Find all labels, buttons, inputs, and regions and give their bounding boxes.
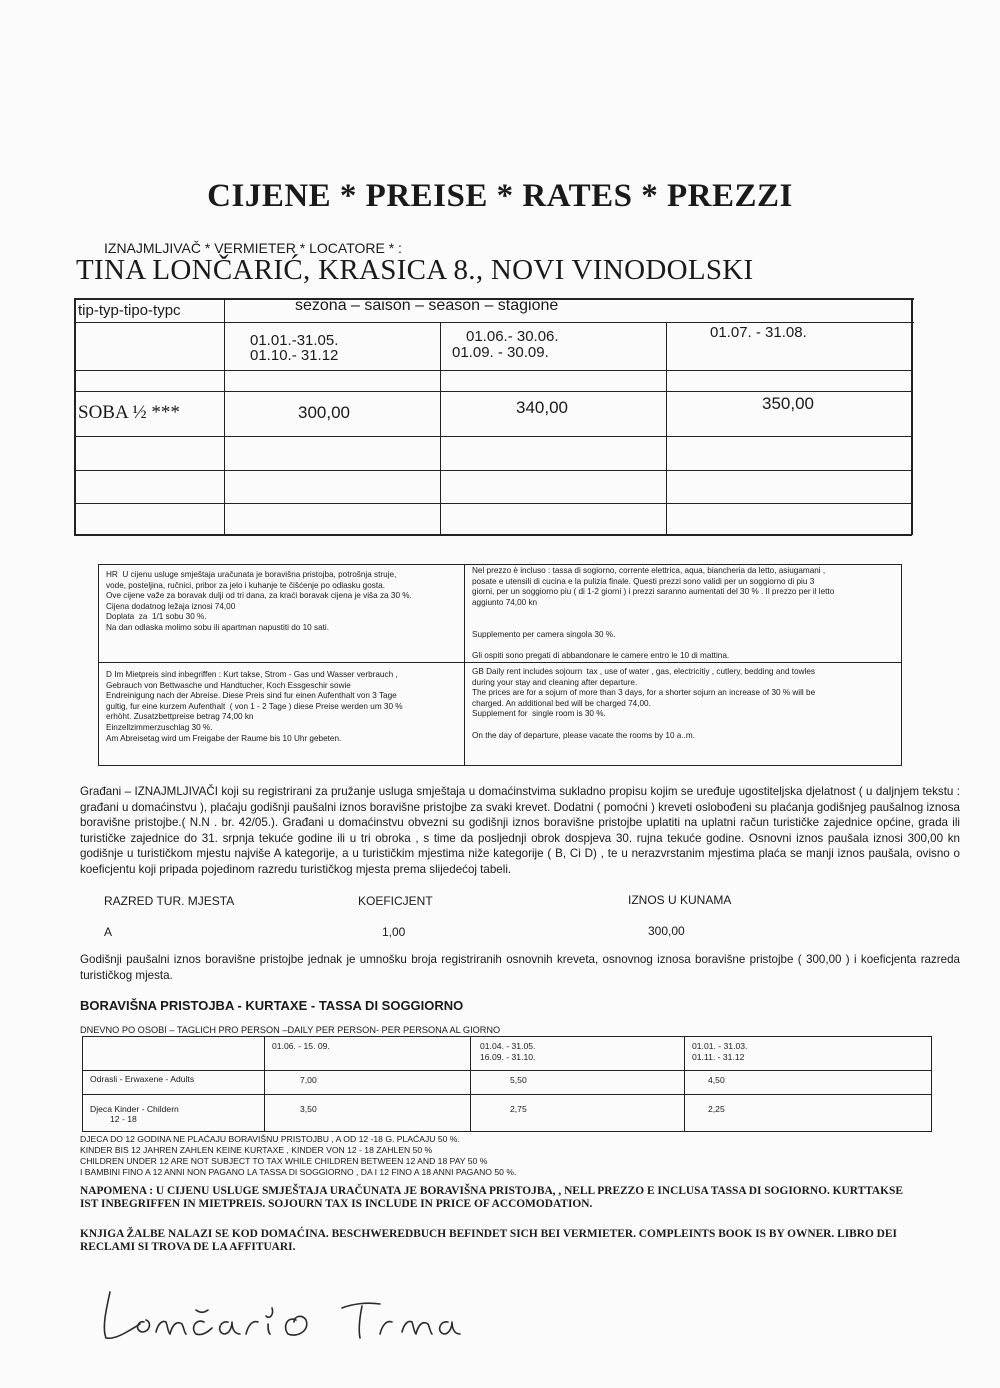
- tax-period-2-line1: 01.04. - 31.05.: [480, 1041, 536, 1051]
- room-type: SOBA ½ ***: [78, 402, 180, 423]
- amount-value: 300,00: [648, 924, 685, 938]
- children-tax-1: 3,50: [300, 1104, 317, 1114]
- children-note-it: I BAMBINI FINO A 12 ANNI NON PAGANO LA TASSA DI SOGGIORNO , DA I 12 FINO A 18 ANNI PAGANO 50 %.: [80, 1167, 517, 1177]
- tax-paragraph-1: Građani – IZNAJMLJIVAČI koji su registrirani za pružanje usluga smještaja u domaćinstvima sukladno propisu kojim se uređuje ugostiteljska djelatnost ( u daljnjem tekstu : građani u domaćinstvu ), plaćaju godišnji paušalni iznos boravišne pristojbe za svaki krevet. Dodatni ( pomoćni ) kreveti oslobođeni su plaćanja godišnjeg paušalnog iznosa boravišne pristojbe.( N.N . br. 42/05.). Građani u domaćinstvu obvezni su godišnji iznos boravišne pristojbe uplatiti na uplatni račun turističke zajednice općine, grada ili turističke zajednice do 31. srpnja tekuće godine ili u tri obroka , s time da posljednji obrok dospjeva 30. rujna tekuće godine. Osnovni iznos paušala iznosi 300,00 kn godišnje u turističkom mjestu najviše A kategorije, a u turističkim mjestima niže kategorije ( B, Ci D) , te u nerazvrstanim mjestima plaća se manji iznos paušala, ovisno o koeficjentu koji pripada pojedinom razredu turističkog mjesta prema slijedećoj tabeli.: [80, 785, 960, 876]
- adults-tax-2: 5,50: [510, 1075, 527, 1085]
- period-1-line2: 01.10.- 31.12: [250, 347, 339, 364]
- tax-subheading: DNEVNO PO OSOBI – TAGLICH PRO PERSON –DAILY PER PERSON- PER PERSONA AL GIORNO: [80, 1025, 501, 1035]
- price-season-2: 340,00: [516, 398, 568, 417]
- children-age: 12 - 18: [110, 1114, 137, 1124]
- period-2-line1: 01.06.- 30.06.: [466, 328, 559, 345]
- season-header: sezona – saison – season – stagione: [295, 297, 559, 314]
- tax-period-3-line2: 01.11. - 31.12: [692, 1052, 745, 1062]
- amount-header: IZNOS U KUNAMA: [628, 893, 732, 907]
- info-croatian: HR U cijenu usluge smještaja uračunata je boravišna pristojba, potrošnja struje, vode, posteljina, ručnici, pribor za jelo i kuhanje te čišćenje po odlasku gosta. Ove cijene važe za boravak dulji od tri dana, za kraći boravak cijena je viša za 30 %. Cijena dodatnog ležaja iznosi 74,00 Doplata za 1/1 sobu 30 %. Na dan odlaska molimo sobu ili apartman napustiti do 10 sati.: [106, 570, 412, 632]
- children-note-en: CHILDREN UNDER 12 ARE NOT SUBJECT TO TAX WHILE CHILDREN BETWEEN 12 AND 18 PAY 50 %: [80, 1156, 488, 1166]
- tax-period-2-line2: 16.09. - 31.10.: [480, 1052, 536, 1062]
- period-3-line1: 01.07. - 31.08.: [710, 324, 807, 341]
- coefficient-header: KOEFICJENT: [358, 894, 433, 908]
- complaints-book-note: KNJIGA ŽALBE NALAZI SE KOD DOMAĆINA. BESCHWEREDBUCH BEFINDET SICH BEI VERMIETER. COMPLEINTS BOOK IS BY OWNER. LIBRO DEI RECLAMI SI TROVA DE LA AFFITUARI.: [80, 1228, 897, 1253]
- napomena-note: NAPOMENA : U CIJENU USLUGE SMJEŠTAJA URAČUNATA JE BORAVIŠNA PRISTOJBA, , NELL PREZZO E INCLUSA TASSA DI SOGIORNO. KURTTAKSE IST INBEGRIFFEN IN MIETPREIS. SOJOURN TAX IS INCLUDE IN PRICE OF ACCOMODATION.: [80, 1185, 903, 1210]
- children-note-hr: DJECA DO 12 GODINA NE PLAĆAJU BORAVIŠNU PRISTOJBU , A OD 12 -18 G. PLAĆAJU 50 %.: [80, 1134, 460, 1144]
- adults-tax-1: 7,00: [300, 1075, 317, 1085]
- period-1-line1: 01.01.-31.05.: [250, 332, 339, 349]
- class-value: A: [104, 925, 113, 939]
- landlord-label: IZNAJMLJIVAČ * VERMIETER * LOCATORE * :: [104, 240, 402, 256]
- landlord-name: TINA LONČARIĆ, KRASICA 8., NOVI VINODOLSKI: [76, 254, 754, 286]
- price-season-1: 300,00: [298, 403, 350, 422]
- type-header: tip-typ-tipo-typc: [78, 302, 181, 319]
- children-tax-2: 2,75: [510, 1104, 527, 1114]
- adults-label: Odrasli - Erwaxene - Adults: [90, 1074, 195, 1084]
- tax-period-1: 01.06. - 15. 09.: [272, 1041, 330, 1051]
- coefficient-value: 1,00: [382, 925, 406, 939]
- period-2-line2: 01.09. - 30.09.: [452, 344, 549, 361]
- class-header: RAZRED TUR. MJESTA: [104, 894, 235, 908]
- children-note-de: KINDER BIS 12 JAHREN ZAHLEN KEINE KURTAXE , KINDER VON 12 - 18 ZAHLEN 50 %: [80, 1145, 433, 1155]
- info-italian: Nel prezzo è incluso : tassa di sogiorno, corrente elettrica, aqua, biancheria da letto, asiugamani , posate e utensili di cucina e la pulizia finale. Questi prezzi sono validi per un soggiorno di piu 3 giorni, per un soggiorno piu ( di 1-2 giorni ) i prezzi saranno aumentati del 30 % . Il prezzo per il letto aggiunto 74,00 kn Supplemento per camera singola 30 %. Gli ospiti sono pregati di abbandonare le camere entro le 10 di mattina.: [472, 566, 835, 660]
- handwritten-signature: [96, 1280, 466, 1350]
- page-title: CIJENE * PREISE * RATES * PREZZI: [207, 178, 793, 214]
- info-german: D Im Mietpreis sind inbegriffen : Kurt takse, Strom - Gas und Wasser verbrauch , Gebrauch von Bettwasche und Handtucher, Koch Essgeschir sowie Endreinigung nach der Abreise. Diese Preis sind fur einen Aufenthalt von 3 Tage gultig, fur eine kurzem Aufenthalt ( von 1 - 2 Tage ) diese Preise werden um 30 % erhöht. Zusatzbettpreise betrag 74,00 kn Einzellzimmerzuschlag 30 %. Am Abreisetag wird um Freigabe der Raume bis 10 Uhr gebeten.: [106, 670, 403, 743]
- tax-heading: BORAVIŠNA PRISTOJBA - KURTAXE - TASSA DI SOGGIORNO: [80, 998, 464, 1013]
- price-season-3: 350,00: [762, 394, 814, 413]
- adults-tax-3: 4,50: [708, 1075, 725, 1085]
- tax-period-3-line1: 01.01. - 31.03.: [692, 1041, 748, 1051]
- children-label: Djeca Kinder - Childern: [90, 1104, 179, 1114]
- children-tax-3: 2,25: [708, 1104, 725, 1114]
- tax-paragraph-2: Godišnji paušalni iznos boravišne pristojbe jednak je umnošku broja registriranih osnovnih kreveta, osnovnog iznosa boravišne pristojbe ( 300,00 ) i koeficjenta razreda turističkog mjesta.: [80, 953, 960, 982]
- info-english: GB Daily rent includes sojourn tax , use of water , gas, electricitiy , cutlery, bedding and towles during your stay and cleaning after departure. The prices are for a sojurn of more than 3 days, for a shorter sojurn an increase of 30 % will be charged. An additional bed will be charged 74,00. Supplement for single room is 30 %. On the day of departure, please vacate the rooms by 10 a..m.: [472, 667, 816, 740]
